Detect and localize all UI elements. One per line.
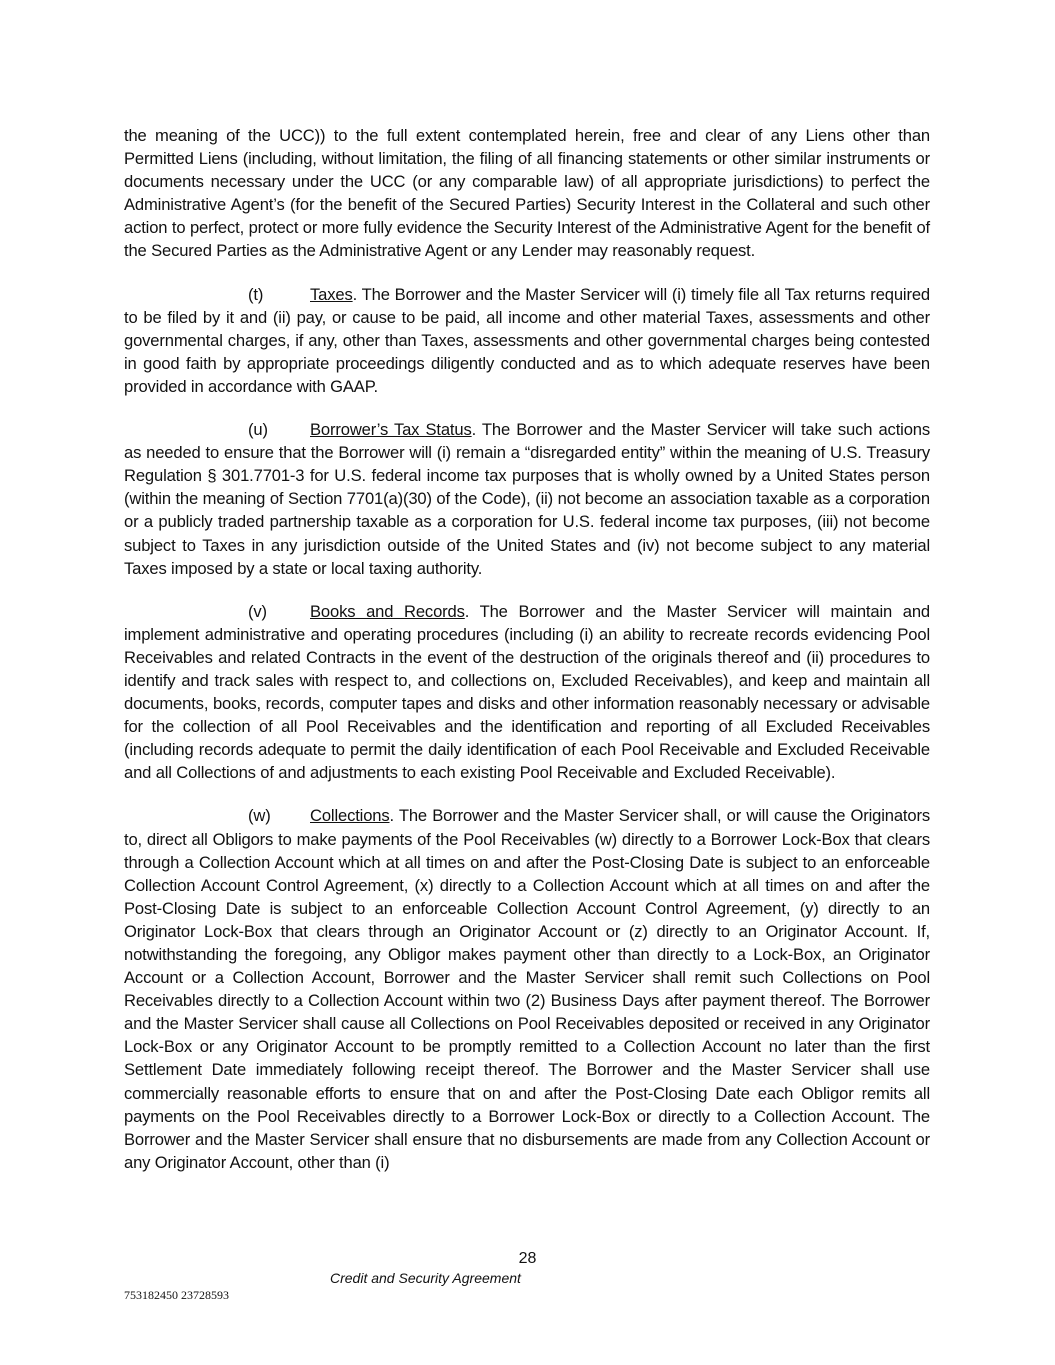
section-w bbox=[124, 804, 930, 1174]
section-heading: Books and Records bbox=[310, 601, 465, 621]
section-label: (t) bbox=[248, 284, 264, 304]
section-v bbox=[124, 600, 930, 785]
section-label: (u) bbox=[248, 420, 268, 440]
page-number: 28 bbox=[518, 1250, 537, 1267]
document-body bbox=[124, 124, 930, 1194]
section-body: . The Borrower and the Master Servicer will (i) timely file all Tax returns required to be filed by it and (ii) pay, or cause to be paid, all income and other material Taxes, assessments and other governmental charges, if any, other than Taxes, assessments and other governmental charges being contested in good faith by appropriate proceedings diligently conducted and as to which adequate reserves have been provided in accordance with GAAP. bbox=[124, 284, 930, 396]
section-t bbox=[124, 283, 930, 398]
footer-title: Credit and Security Agreement bbox=[330, 1270, 521, 1286]
section-label: (w) bbox=[248, 806, 271, 826]
section-body: . The Borrower and the Master Servicer will maintain and implement administrative and operating procedures (including (i) an ability to recreate records evidencing Pool Receivables and related Contracts in the event of the destruction of the originals thereof and (ii) procedures to identify and track sales with respect to, and collections on, Excluded Receivables), and keep and maintain all documents, books, records, computer tapes and disks and other information reasonably necessary or advisable for the collection of all Pool Receivables and the identification and reporting of all Excluded Receivables (including records adequate to permit the daily identification of each Pool Receivable and Excluded Receivable and all Collections of and adjustments to each existing Pool Receivable and Excluded Receivable). bbox=[124, 601, 930, 783]
section-body: . The Borrower and the Master Servicer will take such actions as needed to ensure that the Borrower will (i) remain a “disregarded entity” within the meaning of U.S. Treasury Regulation § 301.7701-3 for U.S. federal income tax purposes that is wholly owned by a United States person (within the meaning of Section 7701(a)(30) of the Code), (ii) not become an association taxable as a corporation or a publicly traded partnership taxable as a corporation for U.S. federal income tax purposes, (iii) not become subject to Taxes in any jurisdiction outside of the United States and (iv) not become subject to any material Taxes imposed by a state or local taxing authority. bbox=[124, 420, 931, 578]
section-heading: Borrower’s Tax Status bbox=[310, 420, 472, 440]
section-label: (v) bbox=[248, 601, 267, 621]
section-body: . The Borrower and the Master Servicer shall, or will cause the Originators to, direct all Obligors to make payments of the Pool Receivables (w) directly to a Borrower Lock-Box that clears through a Collection Account which at all times on and after the Post-Closing Date is subject to an enforceable Collection Account Control Agreement, (x) directly to a Collection Account which at all times on and after the Post-Closing Date is subject to an enforceable Collection Account Control Agreement, (y) directly to an Originator Lock-Box that clears through an Originator Account or (z) directly to an Originator Account. If, notwithstanding the foregoing, any Obligor makes payment other than directly to a Lock-Box, an Originator Account or a Collection Account, Borrower and the Master Servicer shall remit such Collections on Pool Receivables directly to a Collection Account within two (2) Business Days after payment thereof. The Borrower and the Master Servicer shall cause all Collections on Pool Receivables deposited or received in any Originator Lock-Box or any Originator Account to be promptly remitted to a Collection Account no later than the first Settlement Date immediately following receipt thereof. The Borrower and the Master Servicer shall use commercially reasonable efforts to ensure that on and after the Post-Closing Date each Obligor remits all payments on the Pool Receivables directly to a Borrower Lock-Box or directly to a Collection Account. The Borrower and the Master Servicer shall ensure that no disbursements are made from any Collection Account or any Originator Account, other than (i) bbox=[124, 806, 930, 1172]
section-u bbox=[124, 418, 930, 580]
section-heading: Collections bbox=[310, 806, 390, 826]
section-heading: Taxes bbox=[310, 284, 353, 304]
continuation-paragraph: the meaning of the UCC)) to the full extent contemplated herein, free and clear of any Liens other than Permitted Liens (including, without limitation, the filing of all financing statements or other similar instruments or documents necessary under the UCC (or any comparable law) of all appropriate jurisdictions) to perfect the Administrative Agent’s (for the benefit of the Secured Parties) Security Interest in the Collateral and such other action to perfect, protect or more fully evidence the Security Interest of the Administrative Agent for the benefit of the Secured Parties as the Administrative Agent or any Lender may reasonably request. bbox=[124, 126, 930, 261]
document-id: 753182450 23728593 bbox=[124, 1288, 229, 1302]
